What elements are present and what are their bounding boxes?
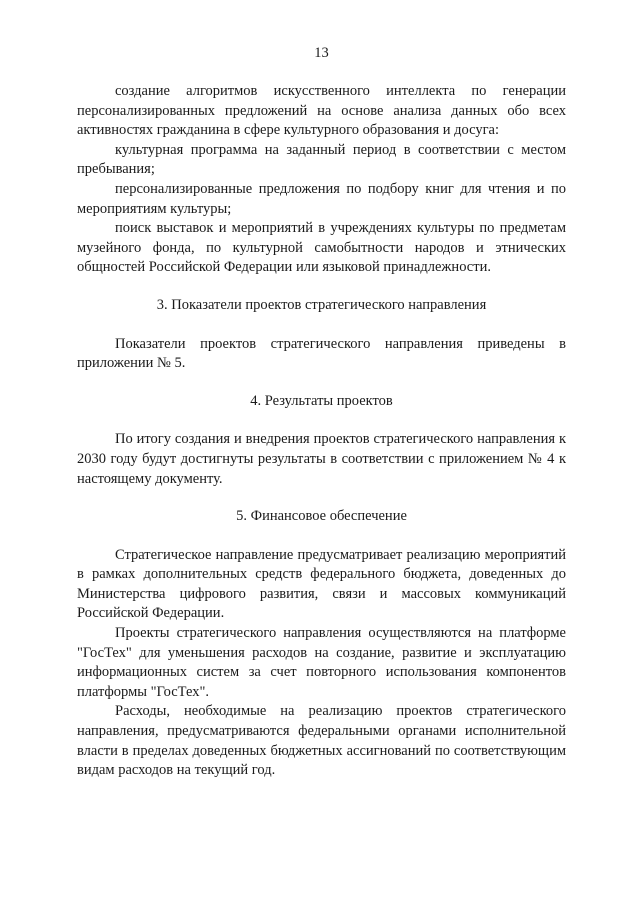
section-finance — [77, 546, 566, 781]
section-results — [77, 430, 566, 489]
paragraph: Стратегическое направление предусматривает реализацию мероприятий в рамках дополнительных средств федерального бюджета, доведенных до Министерства цифрового развития, связи и массовых коммуникаций Российской Федерации. — [77, 546, 566, 622]
paragraph: поиск выставок и мероприятий в учреждениях культуры по предметам музейного фонда, по культурной самобытности народов и этнических общностей Российской Федерации или языковой принадлежности. — [77, 220, 566, 276]
intro-list — [77, 82, 566, 278]
section-heading-indicators: 3. Показатели проектов стратегического направления — [156, 296, 487, 313]
paragraph: культурная программа на заданный период в соответствии с местом пребывания; — [77, 141, 566, 178]
page-number: 13 — [314, 45, 329, 61]
paragraph: создание алгоритмов искусственного интеллекта по генерации персонализированных предложений на основе анализа данных обо всех активностях гражданина в сфере культурного образования и досуга: — [77, 83, 566, 139]
section-indicators — [77, 335, 566, 374]
section-heading-results: 4. Результаты проектов — [250, 392, 393, 409]
paragraph: Расходы, необходимые на реализацию проектов стратегического направления, предусматриваются федеральными органами исполнительной власти в пределах доведенных бюджетных ассигнований по соответствующим видам расходов на текущий год. — [77, 703, 566, 779]
paragraph: Проекты стратегического направления осуществляются на платформе "ГосТех" для уменьшения расходов на создание, развитие и эксплуатацию информационных систем за счет повторного использования компонентов платформы "ГосТех". — [77, 625, 566, 700]
paragraph: персонализированные предложения по подбору книг для чтения и по мероприятиям культуры; — [77, 180, 566, 217]
paragraph: Показатели проектов стратегического направления приведены в приложении № 5. — [77, 335, 566, 372]
section-heading-finance: 5. Финансовое обеспечение — [236, 508, 407, 525]
paragraph: По итогу создания и внедрения проектов стратегического направления к 2030 году будут достигнуты результаты в соответствии с приложением № 4 к настоящему документу. — [77, 431, 566, 487]
